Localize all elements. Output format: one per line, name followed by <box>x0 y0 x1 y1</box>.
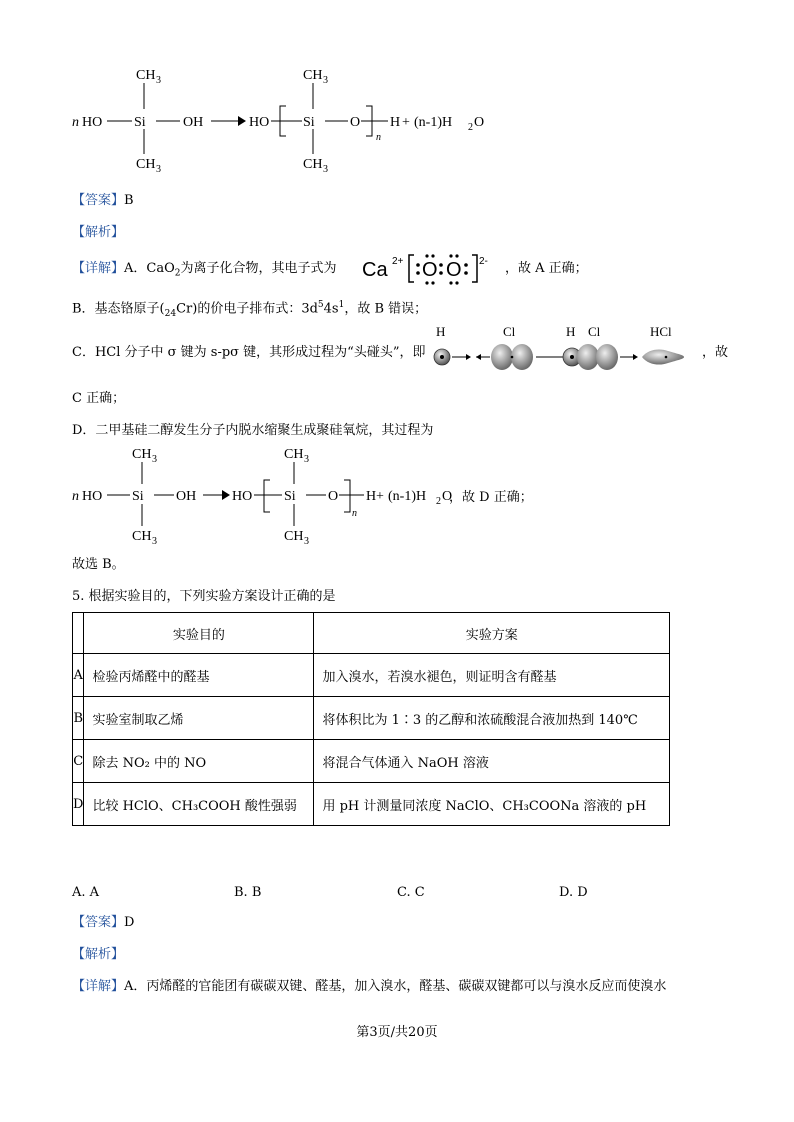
coefficient-n: n <box>72 115 79 130</box>
svg-text:Si: Si <box>284 489 296 504</box>
svg-text:CH: CH <box>136 157 156 172</box>
row-plan: 将混合气体通入 NaOH 溶液 <box>314 740 670 783</box>
svg-text:Cl: Cl <box>588 324 601 339</box>
table-row <box>73 740 670 783</box>
polymerization-equation-top <box>70 62 500 180</box>
svg-text:O: O <box>350 115 361 130</box>
svg-text:Cl: Cl <box>503 324 516 339</box>
svg-text:H: H <box>390 115 401 130</box>
q5-detail-a: 【详解】A．丙烯醛的官能团有碳碳双键、醛基，加入溴水，醛基、碳碳双键都可以与溴水反应而使溴水 <box>72 979 667 994</box>
row-plan: 将体积比为 1∶3 的乙醇和浓硫酸混合液加热到 140℃ <box>314 697 670 740</box>
row-plan: 用 pH 计测量同浓度 NaClO、CH₃COONa 溶液的 pH <box>314 783 670 826</box>
svg-text:3: 3 <box>152 536 157 547</box>
table-header-cell <box>73 613 84 654</box>
svg-text:CH: CH <box>284 529 304 544</box>
svg-text:HO: HO <box>82 489 103 504</box>
option-a: A. A <box>72 885 100 900</box>
svg-text:(n-1)H: (n-1)H <box>388 489 427 504</box>
q4-detail-d: D．二甲基硅二醇发生分子内脱水缩聚生成聚硅氧烷，其过程为 <box>72 423 434 438</box>
svg-text:H: H <box>436 324 446 339</box>
svg-text:3: 3 <box>156 164 161 175</box>
q5-answer: 【答案】D <box>72 915 135 930</box>
table-header-cell: 实验方案 <box>314 613 670 654</box>
svg-text:(n-1)H: (n-1)H <box>414 115 453 130</box>
q4-analysis-tag: 【解析】 <box>72 225 125 240</box>
q4-detail-b: B．基态铬原子$(_{24}Cr)$的价电子排布式：$3d^54s^1$，故 B 错误； <box>72 300 428 319</box>
table-row <box>73 697 670 740</box>
option-c: C. C <box>397 885 425 900</box>
q4-detail-c: C．HCl 分子中 σ 键为 s-pσ 键，其形成过程为“头碰头”，即 <box>72 345 426 360</box>
row-purpose: 检验丙烯醛中的醛基 <box>84 654 314 697</box>
svg-text:CH: CH <box>136 68 156 83</box>
svg-text:HO: HO <box>249 115 270 130</box>
row-plan: 加入溴水，若溴水褪色，则证明含有醛基 <box>314 654 670 697</box>
svg-text:Si: Si <box>132 489 144 504</box>
svg-text:O: O <box>446 259 462 281</box>
polymerization-equation-d <box>70 440 460 550</box>
svg-text:3: 3 <box>304 536 309 547</box>
row-label: D <box>73 783 84 826</box>
svg-text:Ca: Ca <box>362 259 388 281</box>
svg-text:2: 2 <box>468 122 473 133</box>
svg-text:O: O <box>422 259 438 281</box>
table-row <box>73 783 670 826</box>
svg-text:+: + <box>376 489 384 504</box>
row-label: A <box>73 654 84 697</box>
svg-text:CH: CH <box>303 68 323 83</box>
hcl-orbital-overlap-diagram <box>428 322 698 378</box>
row-purpose: 除去 NO₂ 中的 NO <box>84 740 314 783</box>
q4-detail-d-end: ，故 D 正确； <box>449 490 533 505</box>
svg-text:OH: OH <box>176 489 197 504</box>
svg-text:HO: HO <box>232 489 253 504</box>
svg-text:O: O <box>442 489 453 504</box>
option-d: D. D <box>559 885 588 900</box>
svg-text:n: n <box>352 508 357 519</box>
svg-text:OH: OH <box>183 115 204 130</box>
experiment-table <box>72 612 670 826</box>
svg-text:3: 3 <box>323 164 328 175</box>
label-si: Si <box>134 115 146 130</box>
svg-text:CH: CH <box>132 529 152 544</box>
svg-text:2+: 2+ <box>392 256 404 267</box>
page-footer: 第3页/共20页 <box>356 1025 438 1040</box>
svg-text:CH: CH <box>303 157 323 172</box>
svg-text:3: 3 <box>304 454 309 465</box>
row-purpose: 比较 HClO、CH₃COOH 酸性强弱 <box>84 783 314 826</box>
q4-detail-a: 【详解】A．CaO$_2$为离子化合物，其电子式为 <box>72 261 337 279</box>
q4-conclusion: 故选 B。 <box>72 557 125 572</box>
row-label: B <box>73 697 84 740</box>
q5-analysis-tag: 【解析】 <box>72 947 125 962</box>
row-purpose: 实验室制取乙烯 <box>84 697 314 740</box>
svg-text:2: 2 <box>436 496 441 507</box>
row-label: C <box>73 740 84 783</box>
label-ho: HO <box>82 115 103 130</box>
q4-detail-a-end: ，故 A 正确； <box>505 261 588 276</box>
q5-options <box>72 884 672 902</box>
svg-text:2-: 2- <box>479 256 488 267</box>
svg-text:CH: CH <box>132 447 152 462</box>
cao2-electron-formula <box>360 250 510 288</box>
svg-text:O: O <box>328 489 339 504</box>
q4-detail-c-cont: C 正确； <box>72 391 126 406</box>
q5-stem: 5. 根据实验目的，下列实验方案设计正确的是 <box>72 589 336 604</box>
svg-text:3: 3 <box>152 454 157 465</box>
svg-text:3: 3 <box>323 75 328 86</box>
svg-text:3: 3 <box>156 75 161 86</box>
svg-text:Si: Si <box>303 115 315 130</box>
table-header-row <box>73 613 670 654</box>
svg-text:O: O <box>474 115 485 130</box>
svg-text:n: n <box>376 132 381 143</box>
table-row <box>73 654 670 697</box>
q4-answer: 【答案】B <box>72 193 134 208</box>
option-b: B. B <box>234 885 262 900</box>
svg-text:H: H <box>566 324 576 339</box>
svg-text:+: + <box>402 115 410 130</box>
table-header-cell: 实验目的 <box>84 613 314 654</box>
svg-text:HCl: HCl <box>650 324 672 339</box>
svg-text:H: H <box>366 489 377 504</box>
svg-text:CH: CH <box>284 447 304 462</box>
q4-detail-c-end: ，故 <box>702 345 729 360</box>
svg-text:n: n <box>72 489 79 504</box>
